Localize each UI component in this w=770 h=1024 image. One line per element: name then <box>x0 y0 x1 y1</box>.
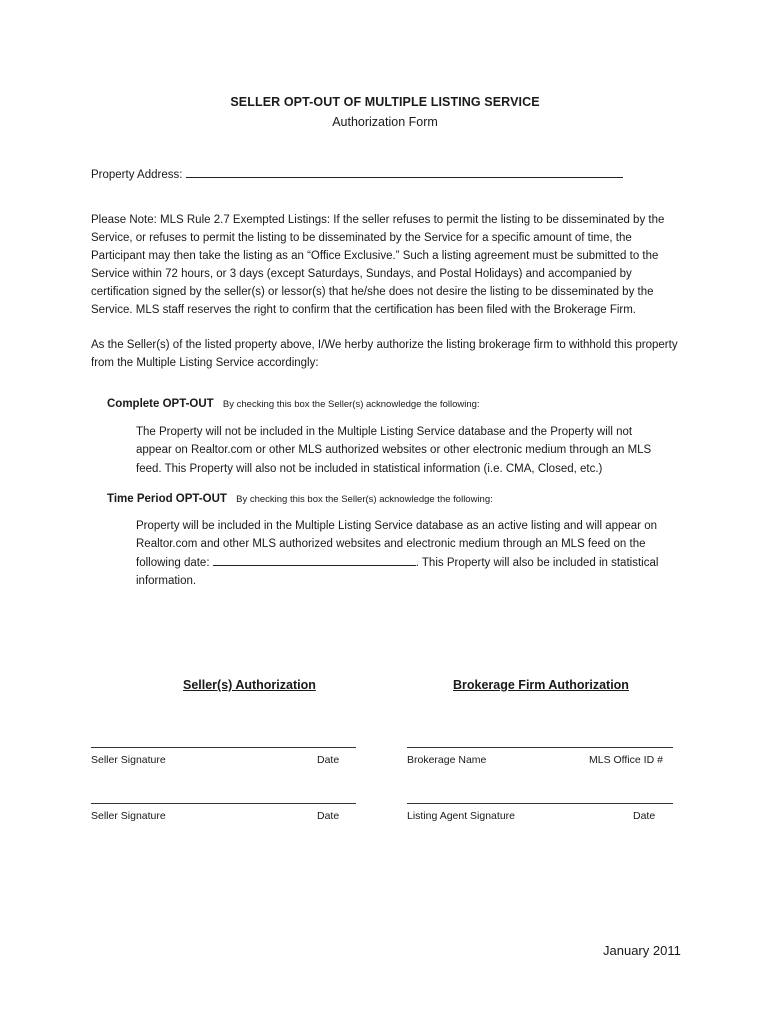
form-subtitle: Authorization Form <box>332 115 438 129</box>
complete-opt-out-text: The Property will not be included in the Multiple Listing Service database and the Property will not appear on Realtor.com or other MLS authorized websites or other electronic medium through an MLS feed. This Property will also not be included in statistical information (i.e. CMA, Closed, etc.) <box>136 426 652 475</box>
seller-signature-label-2: Seller Signature <box>91 810 166 822</box>
property-address-label: Property Address: <box>91 169 183 181</box>
form-title: SELLER OPT-OUT OF MULTIPLE LISTING SERVICE <box>230 95 540 109</box>
time-period-text-before: Property will be included in the Multiple Listing Service database as an active listing and will appear on Realtor.com and other MLS authorized websites and electronic medium through an MLS feed on the following date: <box>136 520 657 569</box>
seller-signature-label-1: Seller Signature <box>91 754 166 766</box>
complete-opt-out-instruction: By checking this box the Seller(s) acknowledge the following: <box>222 399 480 410</box>
seller-authorization-heading: Seller(s) Authorization <box>183 678 316 692</box>
time-period-opt-out-instruction: By checking this box the Seller(s) acknowledge the following: <box>236 494 493 505</box>
authorization-statement: As the Seller(s) of the listed property above, I/We herby authorize the listing brokerage firm to withhold this property from the Multiple Listing Service accordingly: <box>91 339 678 370</box>
seller-date-label-2: Date <box>317 810 340 822</box>
brokerage-authorization-heading: Brokerage Firm Authorization <box>453 678 629 692</box>
time-period-opt-out-text <box>136 517 671 590</box>
property-address-field[interactable] <box>186 165 623 178</box>
time-period-opt-out-heading: Time Period OPT-OUT <box>107 493 227 505</box>
time-period-opt-out-heading-row <box>107 493 493 505</box>
seller-signature-line-1[interactable] <box>91 747 356 748</box>
listing-agent-signature-line[interactable] <box>407 803 673 804</box>
mls-rule-note: Please Note: MLS Rule 2.7 Exempted Listings: If the seller refuses to permit the listing to be disseminated by the Service, or refuses to permit the listing to be disseminated by the Service for a specific amount of time, the Participant may then take the listing as an “Office Exclusive.” Such a listing agreement must be submitted to the Service within 72 hours, or 3 days (except Saturdays, Sundays, and Postal Holidays) and accompanied by certification signed by the seller(s) or lessor(s) that he/she does not desire the listing to be disseminated by the Service. MLS staff reserves the right to confirm that the certification has been filed with the Brokerage Firm. <box>91 214 665 317</box>
seller-date-label-1: Date <box>317 754 340 766</box>
listing-agent-signature-label: Listing Agent Signature <box>407 810 515 822</box>
brokerage-name-label: Brokerage Name <box>407 754 487 766</box>
seller-signature-line-2[interactable] <box>91 803 356 804</box>
complete-opt-out-heading-row <box>107 398 480 410</box>
listing-agent-date-label: Date <box>633 810 656 822</box>
time-period-text-after: . This Property will also be included in statistical information. <box>136 556 659 587</box>
property-address-row <box>91 165 623 181</box>
opt-out-date-field[interactable] <box>213 554 416 566</box>
footer-date: January 2011 <box>603 943 681 958</box>
mls-office-id-label: MLS Office ID # <box>589 754 663 766</box>
brokerage-name-line[interactable] <box>407 747 673 748</box>
complete-opt-out-heading: Complete OPT-OUT <box>107 398 214 410</box>
